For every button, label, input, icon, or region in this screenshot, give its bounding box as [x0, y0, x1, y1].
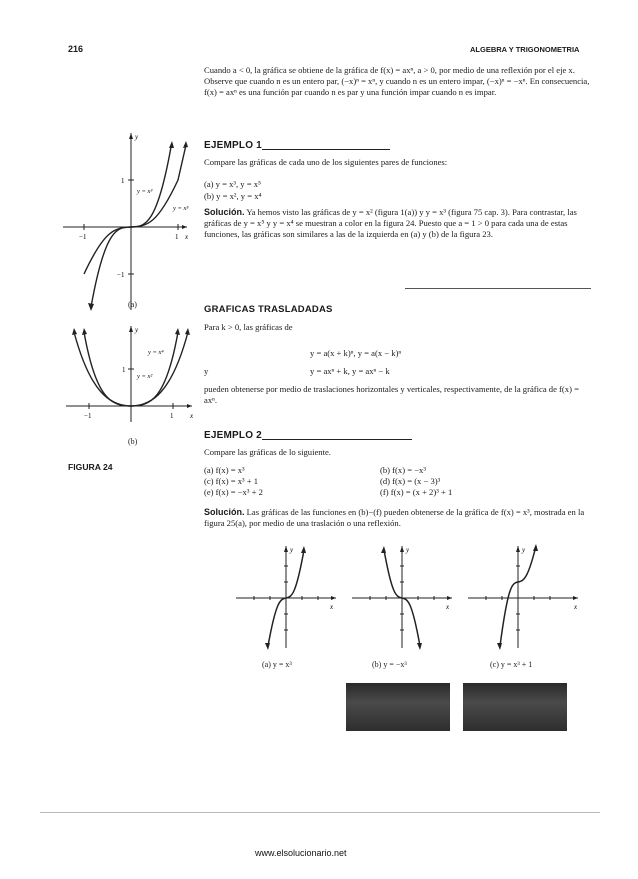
example2-item-c: (c) f(x) = x³ + 1 [204, 476, 259, 487]
curve-arrow-2 [185, 328, 190, 335]
example1-item-a: (a) y = x³, y = x⁵ [204, 179, 262, 189]
page-number: 216 [68, 44, 84, 54]
arrow-top [533, 544, 538, 551]
footer-url[interactable]: www.elsolucionario.net [255, 848, 347, 858]
axis-x-label: x [185, 233, 189, 241]
example2-left-list [204, 465, 263, 499]
redacted-box-1 [346, 683, 450, 731]
y-axis-arrow [516, 546, 520, 552]
arrow-top [381, 546, 386, 553]
axis-x-label: x [330, 603, 334, 611]
curve-arrow-bottom-1 [88, 303, 94, 311]
x-axis-arrow [447, 596, 452, 600]
solution-label: Solución. [204, 207, 245, 217]
intro-paragraph: Cuando a < 0, la gráfica se obtiene de la gráfica de f(x) = axⁿ, a > 0, por medio de una reflexión por el eje x. Observe que cuando n es un entero par, (−x)ⁿ = xⁿ, y cuando n es un entero impar, (−x)ⁿ = −xⁿ. En consecuencia, f(x) = axⁿ es una función par cuando n es par y una función impar cuando n es impar. [204, 65, 590, 98]
curve-label-2: y = x⁵ [173, 205, 189, 212]
example2-item-d: (d) f(x) = (x − 3)³ [380, 476, 441, 487]
translated-y: y [204, 366, 209, 376]
example2-solution [204, 507, 592, 529]
curve-label-1: y = x⁴ [148, 349, 164, 356]
redacted-box-2 [463, 683, 567, 731]
bottom-rule [40, 812, 600, 813]
figure24-graph-a [55, 125, 195, 315]
example1-rule [262, 149, 390, 150]
arrow-bottom [417, 643, 422, 650]
x-axis-arrow [187, 404, 192, 408]
axis-x-label: x [446, 603, 450, 611]
y-axis-arrow [284, 546, 288, 552]
figure25-graph-c [464, 542, 584, 652]
example1-item-b: (b) y = x², y = x⁴ [204, 191, 262, 201]
example2-right-list [380, 465, 452, 499]
x-axis-arrow [573, 596, 578, 600]
example2-item-b: (b) f(x) = −x³ [380, 465, 426, 475]
y-axis-arrow [400, 546, 404, 552]
example2-item-e: (e) f(x) = −x³ + 2 [204, 487, 263, 498]
axis-y-label: y [290, 546, 294, 554]
figure24-caption-a: (a) [128, 300, 137, 309]
figure25-caption-b: (b) y = −x³ [372, 660, 407, 669]
translated-lead: Para k > 0, las gráficas de [204, 322, 293, 332]
tick-label-pos-x: 1 [170, 412, 174, 420]
curve-arrow-top-1 [183, 141, 188, 148]
y-axis-arrow [129, 133, 133, 139]
tick-label-neg-y: −1 [117, 271, 125, 279]
translated-conclusion: pueden obtenerse por medio de traslaciones horizontales y verticales, respectivamente, de la gráfica de f(x) = axⁿ. [204, 384, 579, 406]
translated-eq1: y = a(x + k)ⁿ, y = a(x − k)ⁿ [310, 348, 402, 358]
tick-label-neg-x: −1 [84, 412, 92, 420]
x-axis-arrow [182, 225, 187, 229]
y-axis-arrow [129, 326, 133, 332]
running-title: ALGEBRA Y TRIGONOMETRIA [470, 45, 580, 54]
example1-title: EJEMPLO 1 [204, 140, 262, 151]
figure25-graph-b [348, 542, 458, 652]
solution-text-2: Las gráficas de las funciones en (b)−(f) pueden obtenerse de la gráfica de f(x) = x³, mostrada en la figura 25(a), por medio de una traslación o una reflexión. [204, 507, 585, 529]
x-axis-arrow [331, 596, 336, 600]
example1-prompt: Compare las gráficas de cada uno de los siguientes pares de funciones: [204, 157, 448, 167]
example2-title: EJEMPLO 2 [204, 430, 262, 441]
tick-label-pos-y: 1 [122, 366, 126, 374]
tick-label-pos-x: 1 [175, 233, 179, 241]
tick-label-pos-y: 1 [121, 177, 125, 185]
figure25-graph-a [232, 542, 342, 652]
solution-label-2: Solución. [204, 507, 245, 517]
curve-label-1: y = x³ [137, 188, 153, 195]
axis-y-label: y [135, 133, 139, 141]
example2-item-f: (f) f(x) = (x + 2)³ + 1 [380, 487, 453, 498]
translated-eq2: y = axⁿ + k, y = axⁿ − k [310, 366, 390, 376]
arrow-top [301, 546, 306, 553]
axis-y-label: y [522, 546, 526, 554]
curve-x3 [84, 145, 186, 274]
tick-label-neg-x: −1 [79, 233, 87, 241]
arrow-bottom [265, 643, 270, 650]
axis-y-label: y [135, 326, 139, 334]
example2-item-a: (a) f(x) = x³ [204, 465, 245, 475]
arrow-bottom [497, 643, 502, 650]
figure24-graph-b [60, 322, 200, 432]
axis-x-label: x [190, 412, 194, 420]
figure24-label: FIGURA 24 [68, 462, 113, 472]
example1-solution [204, 207, 592, 241]
curve-arrow-top-2 [169, 141, 174, 148]
figure24-caption-b: (b) [128, 437, 138, 446]
axis-y-label: y [406, 546, 410, 554]
separator-rule [405, 288, 591, 289]
curve-arrow-3 [82, 328, 87, 335]
example2-prompt: Compare las gráficas de lo siguiente. [204, 447, 331, 457]
curve-arrow-1 [72, 328, 77, 335]
axis-x-label: x [574, 603, 578, 611]
section-heading: GRAFICAS TRASLADADAS [204, 304, 333, 315]
example2-rule [262, 439, 412, 440]
figure25-caption-c: (c) y = x³ + 1 [490, 660, 533, 669]
curve-arrow-4 [175, 328, 180, 335]
solution-text: Ya hemos visto las gráficas de y = x² (figura 1(a)) y y = x³ (figura 75 cap. 3). Para contrastar, las gráficas de y = x⁵ y y = x⁴ se muestran a color en la figura 24. Puesto que a = 1 > 0 para cada una de estas funciones, las gráficas son similares a las de la izquierda en (a) y (b) de la figura 23. [204, 207, 577, 240]
figure25-caption-a: (a) y = x³ [262, 660, 292, 669]
curve-label-2: y = x² [137, 373, 153, 380]
